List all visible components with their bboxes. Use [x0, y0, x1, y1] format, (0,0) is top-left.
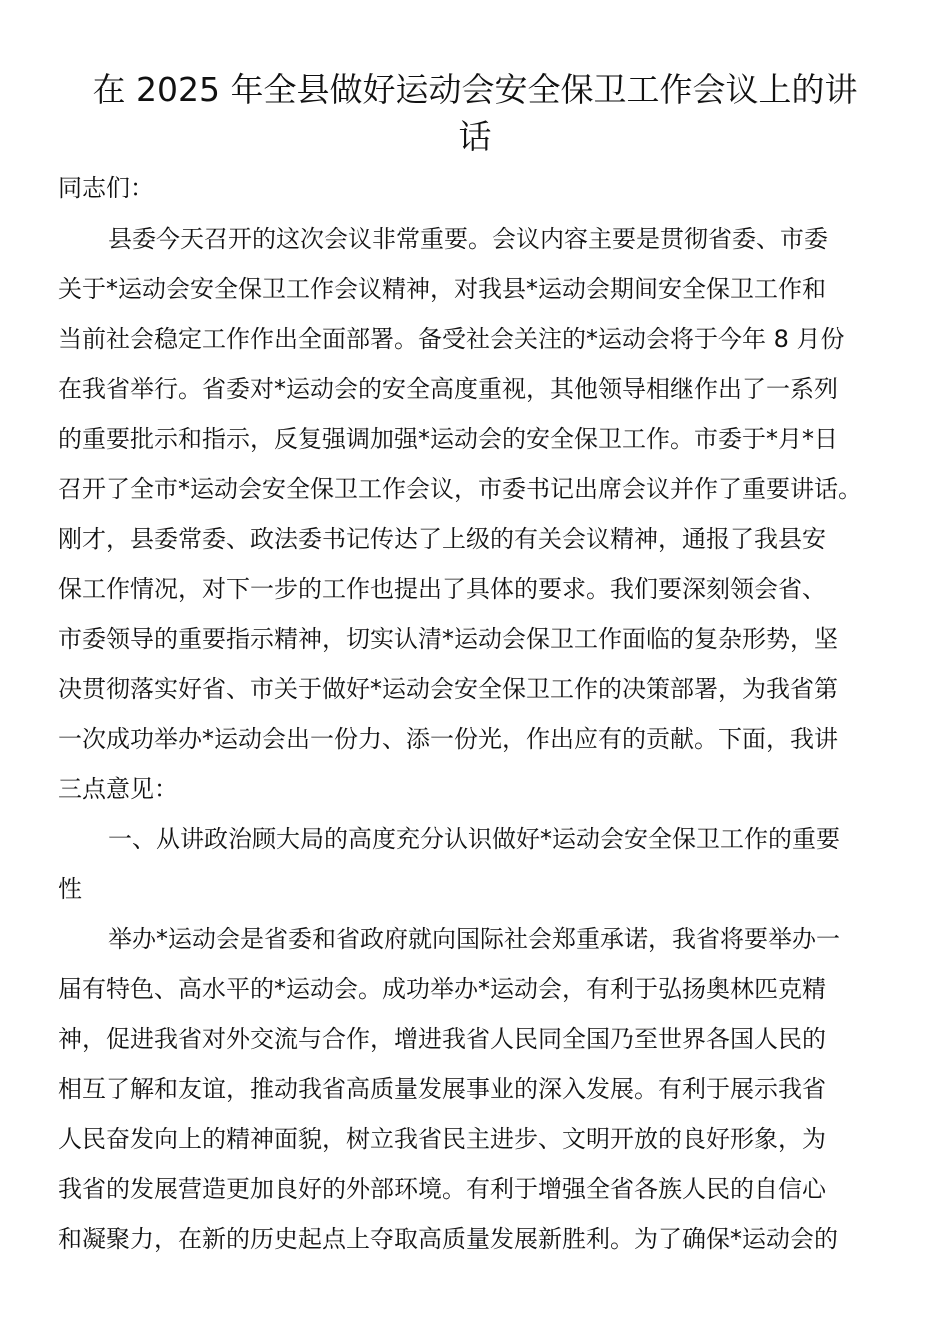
body-line-16: 相互了解和友谊，推动我省高质量发展事业的深入发展。有利于展示我省 — [58, 1075, 826, 1103]
body-line-6: 召开了全市*运动会安全保卫工作会议，市委书记出席会议并作了重要讲话。 — [58, 475, 862, 503]
body-line-12: 三点意见： — [58, 775, 178, 803]
document-title — [58, 66, 892, 160]
body-line-11: 一次成功举办*运动会出一份力、添一份光，作出应有的贡献。下面，我讲 — [58, 725, 838, 753]
body-line-8: 保工作情况，对下一步的工作也提出了具体的要求。我们要深刻领会省、 — [58, 575, 826, 603]
body-line-7: 刚才，县委常委、政法委书记传达了上级的有关会议精神，通报了我县安 — [58, 525, 826, 553]
body-line-5: 的重要批示和指示，反复强调加强*运动会的安全保卫工作。市委于*月*日 — [58, 425, 838, 453]
section-heading-line-2: 性 — [58, 875, 82, 903]
body-line-4: 在我省举行。省委对*运动会的安全高度重视，其他领导相继作出了一系列 — [58, 375, 838, 403]
body-line-19: 和凝聚力，在新的历史起点上夺取高质量发展新胜利。为了确保*运动会的 — [58, 1225, 838, 1253]
body-line-18: 我省的发展营造更加良好的外部环境。有利于增强全省各族人民的自信心 — [58, 1175, 826, 1203]
salutation: 同志们： — [58, 174, 154, 202]
body-line-9: 市委领导的重要指示精神，切实认清*运动会保卫工作面临的复杂形势，坚 — [58, 625, 838, 653]
body-line-14: 届有特色、高水平的*运动会。成功举办*运动会，有利于弘扬奥林匹克精 — [58, 975, 826, 1003]
body-line-15: 神，促进我省对外交流与合作，增进我省人民同全国乃至世界各国人民的 — [58, 1025, 826, 1053]
body-line-2: 关于*运动会安全保卫工作会议精神，对我县*运动会期间安全保卫工作和 — [58, 275, 826, 303]
body-line-3: 当前社会稳定工作作出全面部署。备受社会关注的*运动会将于今年 8 月份 — [58, 325, 845, 353]
body-line-13: 举办*运动会是省委和省政府就向国际社会郑重承诺，我省将要举办一 — [108, 925, 840, 953]
body-line-17: 人民奋发向上的精神面貌，树立我省民主进步、文明开放的良好形象，为 — [58, 1125, 826, 1153]
section-heading-line-1: 一、从讲政治顾大局的高度充分认识做好*运动会安全保卫工作的重要 — [108, 825, 840, 853]
title-line-2: 话 — [458, 117, 492, 156]
body-line-10: 决贯彻落实好省、市关于做好*运动会安全保卫工作的决策部署，为我省第 — [58, 675, 838, 703]
body-line-1: 县委今天召开的这次会议非常重要。会议内容主要是贯彻省委、市委 — [108, 225, 828, 253]
title-line-1: 在 2025 年全县做好运动会安全保卫工作会议上的讲 — [92, 70, 858, 109]
